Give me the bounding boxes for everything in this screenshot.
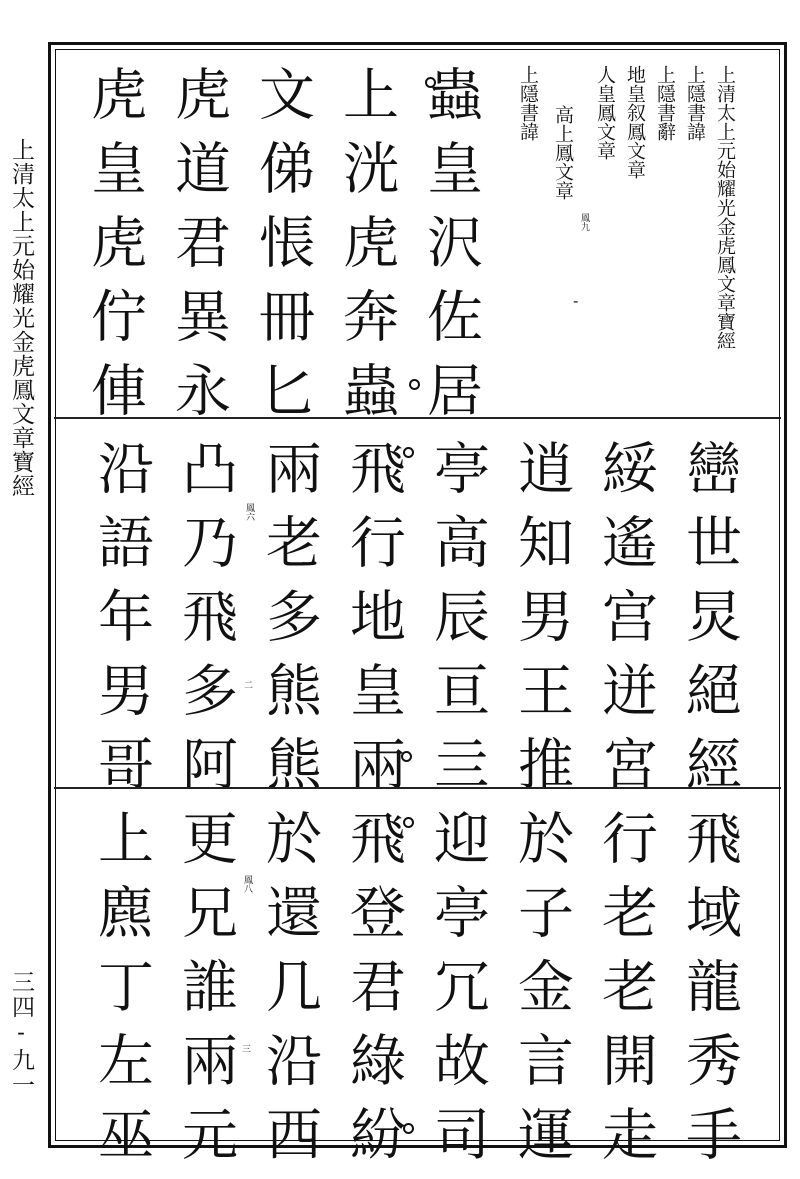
seal-column: 更兄誰兩元	[173, 809, 238, 1179]
marginal-note: 鳳六	[244, 503, 254, 521]
seal-column: 巒世炅絕經	[677, 439, 742, 809]
seal-column: 虎皇虎佇俥	[82, 65, 147, 435]
seal-column: 蟲皇沢佐居	[418, 65, 483, 435]
header-line: 上隱書諱	[517, 65, 539, 141]
seal-column: 文俤悵冊匕	[250, 65, 315, 435]
seal-column: 凸乃飛多阿	[173, 439, 238, 809]
punctuation-circle	[409, 379, 420, 390]
seal-column: 逍知男王推	[509, 439, 574, 809]
marginal-note: 二	[244, 681, 254, 691]
seal-column: 飛域龍秀手	[677, 809, 742, 1179]
seal-column: 亭高辰亘亖	[425, 439, 490, 809]
separator-mark: -	[573, 291, 579, 310]
seal-column: 沿語年男哥	[89, 439, 154, 809]
seal-column: 虎道君異永	[166, 65, 231, 435]
header-line: 高上鳳文章	[552, 105, 574, 200]
seal-column: 綏遙宫迸宮	[593, 439, 658, 809]
punctuation-circle	[401, 751, 412, 762]
punctuation-circle	[403, 1123, 414, 1134]
header-line: 上隱書辭	[654, 65, 676, 141]
seal-column: 上麃丁左巫	[89, 809, 154, 1179]
seal-column: 飛行地皇兩	[341, 439, 406, 809]
header-title: 上清太上元始耀光金虎鳳文章寶經	[714, 65, 736, 350]
punctuation-circle	[403, 817, 414, 828]
punctuation-circle	[425, 77, 436, 88]
panel-divider	[54, 417, 781, 419]
marginal-note: 三	[242, 1045, 252, 1055]
page-frame	[48, 42, 787, 1179]
header-line: 地皇叙鳳文章	[624, 65, 646, 179]
punctuation-circle	[403, 447, 414, 458]
seal-column: 於子金言運	[509, 809, 574, 1179]
panel-divider	[54, 787, 781, 789]
marginal-note: 鳳八	[242, 875, 252, 893]
header-line: 上隱書諱	[684, 65, 706, 141]
seal-column: 飛登君綠紛	[341, 809, 406, 1179]
margin-book-title: 上清太上元始耀光金虎鳳文章寶經	[8, 138, 34, 498]
seal-column: 行老老開走	[593, 809, 658, 1179]
marginal-note: 鳳九	[579, 213, 589, 231]
seal-column: 於還几沿西	[257, 809, 322, 1179]
margin-page-number: 三四-九一	[8, 970, 34, 1098]
seal-column: 上洸虎奔蟲	[334, 65, 399, 435]
header-line: 人皇鳳文章	[594, 65, 616, 160]
seal-column: 迎亭冗故司	[425, 809, 490, 1179]
seal-column: 兩老多熊熊	[257, 439, 322, 809]
